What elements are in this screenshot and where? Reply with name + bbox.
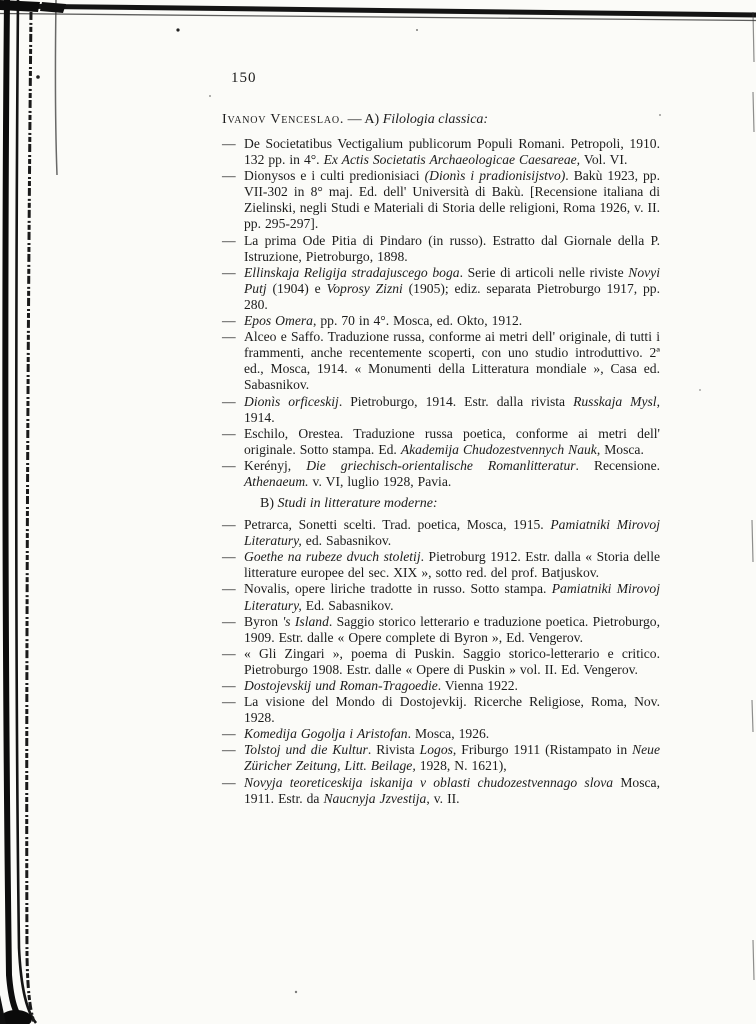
entry-title-segment: Dostojevskij und Roman-Tragoedie [244,678,438,693]
entry-text-segment: Eschilo, Orestea. Traduzione russa poetica, conforme ai metri dell' originale. Sotto stampa. Ed. [244,425,660,457]
entry-text-segment: (1905); ediz. separata Pietroburgo 1917, pp. 280. [244,280,660,312]
entry-title-segment: (Dionìs i pradionisijstvo) [424,168,566,184]
section-b-label: B) [260,496,274,512]
entry-title-segment: Novyi Putj [244,264,660,296]
entry-text-segment: Kerényj, [244,457,307,473]
bibliography-entry [222,458,660,490]
scan-right-edge-ticks [752,12,754,980]
bibliography-entry [222,549,660,581]
entry-text-segment: (1904) e [266,280,327,296]
entry-text-segment: . Bakù 1923, pp. VII-302 in 8° maj. Ed. dell' Università di Bakù. [Recensione italiana di Zielinski, negli Studi e Materiali di Storia delle religioni, Roma 1926, v. II. pp. 295-297]. [244,168,661,232]
entry-dash: — [222,694,236,710]
scan-corner-blob [0,0,40,12]
entry-dash: — [222,581,236,597]
entry-text-segment: . Pietroburg 1912. Estr. dalla « Storia delle litterature europee del sec. XIX », sotto red. del prof. Batjuskov. [244,549,661,581]
scan-binding-streak-1 [5,0,24,1024]
entry-text-segment: , pp. 70 in 4°. Mosca, ed. Okto, 1912. [312,313,523,329]
bibliography-entry [222,517,660,549]
entry-text-segment: , v. II. [426,790,460,806]
entry-title-segment: Logos [419,742,453,758]
entry-title-segment: Pamiatniki Mirovoj Literatury, [244,517,660,549]
scan-top-edge-echo [0,14,756,21]
scan-top-edge-line [0,6,756,15]
entry-text-segment: . Saggio storico letterario e traduzione poetica. Pietroburgo, 1909. Estr. dalle « Opere complete di Byron », Ed. Vengerov. [244,613,660,645]
bibliography-entry [222,694,660,726]
entry-text-segment: La visione del Mondo di Dostojevkij. Ricerche Religiose, Roma, Nov. 1928. [244,694,660,726]
scan-bottom-blob [0,1010,32,1024]
entry-dash: — [222,425,236,441]
bibliography-entry [222,726,660,742]
entry-dash: — [222,232,236,248]
section-b-entries [222,517,660,807]
entry-text-segment: Byron [244,613,283,629]
entry-text-segment: . Vienna 1922. [437,678,518,693]
entry-text-segment: , Mosca. [596,441,644,457]
entry-title-segment: Voprosy Zizni [326,280,403,296]
entry-dash: — [222,457,236,473]
bibliography-entry [222,646,660,678]
entry-title-segment: Athenaeum. [244,473,309,489]
section-b-title: Studi in litterature moderne: [277,496,438,512]
bibliography-entry [222,581,660,613]
scan-binding-streak-4 [55,0,57,175]
entry-title-segment: Dionìs orficeskij [244,393,339,409]
entry-dash: — [222,742,236,758]
bibliography-entry [222,329,660,393]
entry-dash: — [222,774,236,790]
bibliography-entry [222,742,660,774]
author-name: Ivanov Venceslao. [222,112,345,127]
section-a-entries [222,136,660,490]
entry-title-segment: 's Island [282,613,329,629]
entry-text-segment: , Friburgo 1911 (Ristampato in [452,742,633,758]
bibliography-entry [222,168,660,232]
entry-title-segment: Epos Omera [244,313,313,329]
entry-text-segment: Dionysos e i culti predionisiaci [244,168,425,184]
entry-dash: — [222,168,236,184]
entry-text-segment: La prima Ode Pitia di Pindaro (in russo). Estratto dal Giornale della P. Istruzione, Pietroburgo, 1898. [244,232,660,264]
entry-text-segment: Petrarca, Sonetti scelti. Trad. poetica, Mosca, 1915. [244,517,551,533]
entry-dash: — [222,549,236,565]
entry-title-segment: Akademija Chudozestvennych Nauk [400,441,597,457]
entry-text-segment: Ed. Sabasnikov. [301,597,394,613]
section-a-heading [222,112,660,128]
bibliography-entry [222,136,660,168]
bibliography-entry [222,678,660,694]
entry-title-segment: Komedija Gogolja i Aristofan [244,726,408,742]
bibliography-entry [222,313,660,329]
entry-dash: — [222,136,236,151]
entry-dash: — [222,613,236,629]
entry-dash: — [222,645,236,661]
entry-dash: — [222,313,236,329]
section-a-label: A) [364,112,380,127]
entry-text-segment: , 1914. [244,393,660,425]
bibliography-entry [222,233,660,265]
entry-dash: — [222,264,236,280]
scan-binding-streak-3 [27,12,34,1022]
bibliography-entry [222,775,660,807]
entry-title-segment: Pamiatniki Mirovoj Literatury, [244,581,660,613]
entry-text-segment: ed. Sabasnikov. [301,533,392,549]
entry-text-segment: Alceo e Saffo. Traduzione russa, conforme ai metri dell' originale, di tutti i frammenti, anche recentemente scoperti, con uno studio introduttivo. 2ª ed., Mosca, 1914. « Monumenti della Litteratura mondiale », Casa ed. Sabasnikov. [244,329,660,393]
section-b-heading [260,496,660,512]
entry-title-segment: Tolstoj und die Kultur [244,742,368,758]
heading-separator: — [347,112,362,127]
section-a-title: Filologia classica: [382,112,489,127]
entry-dash: — [222,678,236,693]
entry-text-segment: v. VI, luglio 1928, Pavia. [308,473,452,489]
entry-text-segment: « Gli Zingari », poema di Puskin. Saggio storico-letterario e critico. Pietroburgo 1908. Estr. dalle « Opere di Puskin » vol. II. Ed. Vengerov. [244,645,660,677]
bibliography-entry [222,426,660,458]
entry-text-segment: . Serie di articoli nelle riviste [459,264,629,280]
entry-title-segment: Russkaja Mysl [573,393,657,409]
entry-text-segment: . Rivista [367,742,420,758]
entry-title-segment: Ex Actis Societatis Archaeologicae Caesareae, [323,152,581,168]
entry-title-segment: Novyja teoreticeskija iskanija v oblasti chudozestvennago slova [244,774,614,790]
entry-title-segment: Naucnyja Jzvestija [323,790,427,806]
bibliography-entry [222,265,660,313]
entry-dash: — [222,726,236,742]
entry-text-segment: Mosca, 1911. Estr. da [244,774,660,806]
entry-title-segment: Neue Züricher Zeitung, Litt. Beilage, [244,742,660,774]
entry-text-segment: . Recensione. [575,457,660,473]
entry-text-segment: 1928, N. 1621), [415,758,507,774]
entry-title-segment: Die griechisch-orientalische Romanlitteratur [306,457,576,473]
entry-dash: — [222,517,236,533]
page-number: 150 [231,70,257,86]
entry-text-segment: Novalis, opere liriche tradotte in russo. Sotto stampa. [244,581,552,597]
entry-text-segment: . Mosca, 1926. [407,726,490,742]
entry-title-segment: Ellinskaja Religija stradajuscego boga [244,264,460,280]
bibliography-entry [222,614,660,646]
entry-dash: — [222,393,236,409]
entry-title-segment: Goethe na rubeze dvuch stoletij [244,549,421,565]
entry-text-segment: De Societatibus Vectigalium publicorum Populi Romani. Petropoli, 1910. 132 pp. in 4°. [244,136,660,168]
page-text-block [222,112,660,807]
bibliography-entry [222,394,660,426]
entry-dash: — [222,329,236,345]
entry-text-segment: Vol. VI. [580,152,628,168]
scan-binding-streak-2 [16,0,36,1023]
entry-text-segment: . Pietroburgo, 1914. Estr. dalla rivista [338,393,574,409]
